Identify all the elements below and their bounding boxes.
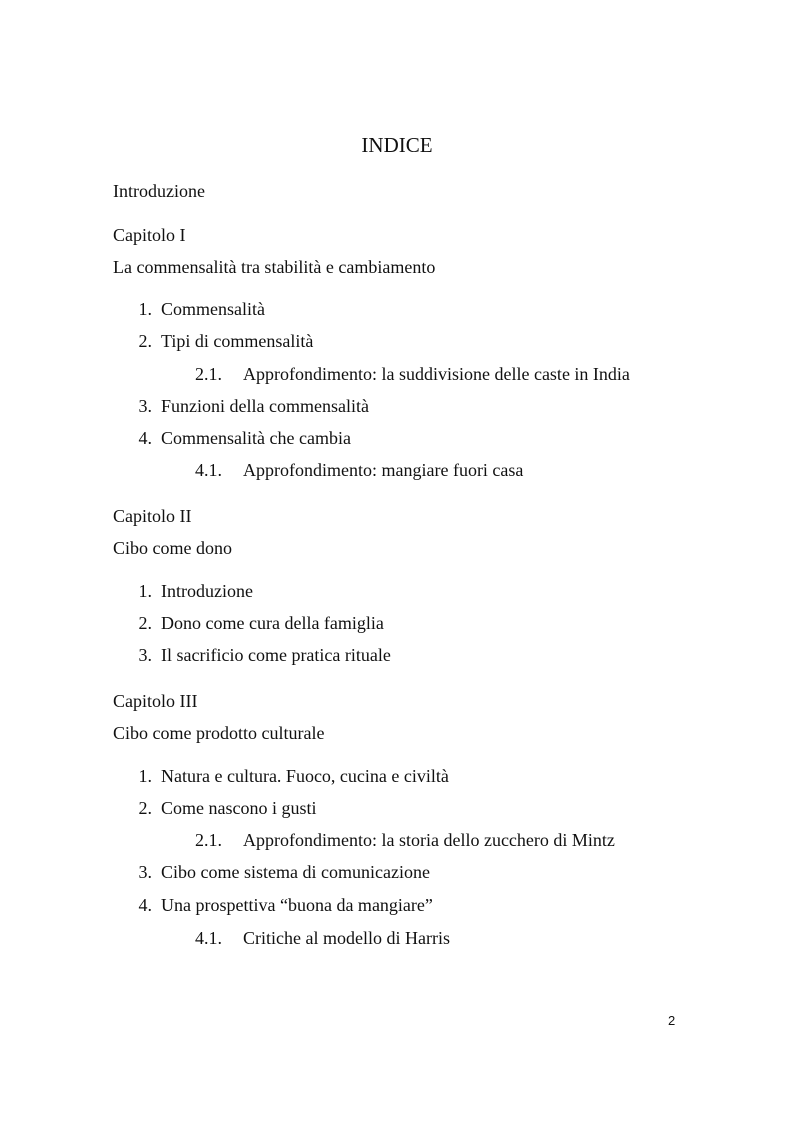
- chapter-1-label: Capitolo I: [113, 225, 186, 245]
- page-number: 2: [668, 1013, 676, 1028]
- toc-entry-text: Approfondimento: la suddivisione delle caste in India: [243, 364, 630, 384]
- toc-entry-text: Cibo come sistema di comunicazione: [161, 862, 430, 882]
- toc-entry: [128, 860, 430, 884]
- toc-entry-text: Introduzione: [161, 581, 253, 601]
- toc-entry-number: 1.: [138, 581, 152, 601]
- chapter-2-label: Capitolo II: [113, 506, 192, 526]
- toc-entry-text: Il sacrificio come pratica rituale: [161, 645, 391, 665]
- toc-entry-text: Approfondimento: mangiare fuori casa: [243, 460, 524, 480]
- toc-entry-text: Una prospettiva “buona da mangiare”: [161, 895, 433, 915]
- toc-subentry: [195, 458, 523, 482]
- toc-entry-text: Dono come cura della famiglia: [161, 613, 384, 633]
- toc-entry-number: 2.: [138, 331, 152, 351]
- toc-entry-number: 2.: [138, 613, 152, 633]
- toc-entry-number: 2.: [138, 798, 152, 818]
- toc-entry: [128, 764, 449, 788]
- toc-entry-text: Critiche al modello di Harris: [243, 928, 450, 948]
- toc-entry-text: Commensalità: [161, 299, 265, 319]
- toc-entry-number: 3.: [138, 396, 152, 416]
- toc-entry: [128, 394, 369, 418]
- toc-entry-number: 1.: [138, 299, 152, 319]
- toc-subentry: [195, 362, 630, 386]
- chapter-1-subtitle: La commensalità tra stabilità e cambiamento: [113, 257, 436, 277]
- toc-entry-number: 4.: [138, 895, 152, 915]
- toc-entry-text: Approfondimento: la storia dello zucchero di Mintz: [243, 830, 615, 850]
- toc-entry: [128, 796, 317, 820]
- toc-entry-number: 4.1.: [195, 928, 222, 948]
- toc-entry-number: 2.1.: [195, 364, 222, 384]
- toc-entry-text: Come nascono i gusti: [161, 798, 317, 818]
- toc-entry: [128, 579, 253, 603]
- introduction-entry: Introduzione: [113, 181, 205, 201]
- toc-entry-text: Tipi di commensalità: [161, 331, 314, 351]
- toc-entry: [128, 643, 391, 667]
- toc-entry: [128, 329, 313, 353]
- toc-entry-text: Commensalità che cambia: [161, 428, 351, 448]
- chapter-3-subtitle: Cibo come prodotto culturale: [113, 723, 325, 743]
- toc-entry: [128, 893, 433, 917]
- toc-entry: [128, 426, 351, 450]
- chapter-3-label: Capitolo III: [113, 691, 198, 711]
- toc-entry: [128, 297, 265, 321]
- toc-entry-text: Natura e cultura. Fuoco, cucina e civiltà: [161, 766, 449, 786]
- chapter-2-subtitle: Cibo come dono: [113, 538, 232, 558]
- toc-entry-number: 1.: [138, 766, 152, 786]
- toc-entry: [128, 611, 384, 635]
- toc-entry-number: 4.1.: [195, 460, 222, 480]
- toc-subentry: [195, 926, 450, 950]
- index-title: INDICE: [361, 133, 433, 157]
- toc-entry-number: 2.1.: [195, 830, 222, 850]
- toc-entry-text: Funzioni della commensalità: [161, 396, 369, 416]
- toc-subentry: [195, 828, 615, 852]
- toc-entry-number: 4.: [138, 428, 152, 448]
- toc-entry-number: 3.: [138, 862, 152, 882]
- toc-entry-number: 3.: [138, 645, 152, 665]
